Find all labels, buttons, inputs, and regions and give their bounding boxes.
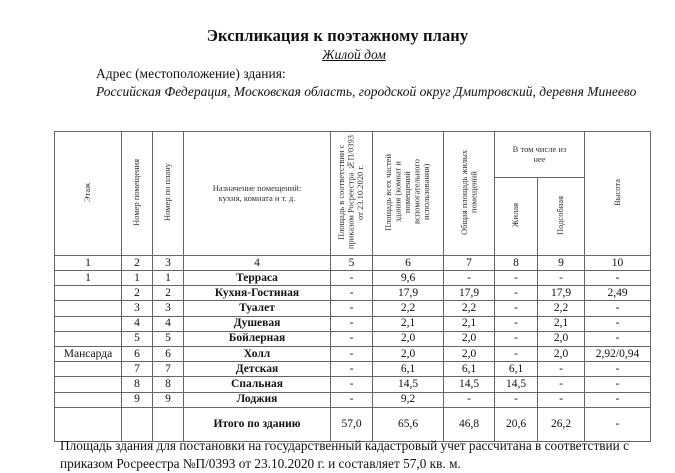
total-area-all: 65,6 bbox=[373, 407, 444, 441]
column-number: 10 bbox=[585, 256, 651, 271]
building-type: Жилой дом bbox=[322, 47, 386, 62]
cell-room-name: Бойлерная bbox=[184, 331, 331, 346]
cell-auxiliary: 2,0 bbox=[538, 331, 585, 346]
cell-area-total: 17,9 bbox=[444, 286, 495, 301]
cell-living: - bbox=[495, 392, 538, 407]
table-row bbox=[55, 362, 651, 377]
footer-note: Площадь здания для постановки на государственный кадастровый учет рассчитана в соответствии с приказом Росреестра №П/0393 от 23.10.2020 г. и составляет 57,0 кв. м. bbox=[60, 438, 629, 471]
cell-living: 6,1 bbox=[495, 362, 538, 377]
cell-area-order: - bbox=[331, 301, 373, 316]
table-row bbox=[55, 346, 651, 361]
cell-area-all: 2,0 bbox=[373, 331, 444, 346]
table-row bbox=[55, 301, 651, 316]
cell-living: 14,5 bbox=[495, 377, 538, 392]
cell-plan-number: 6 bbox=[153, 346, 184, 361]
cell-room-number: 5 bbox=[122, 331, 153, 346]
total-height: - bbox=[585, 407, 651, 441]
cell-room-name: Холл bbox=[184, 346, 331, 361]
header-room-number: Номер помещения bbox=[122, 132, 153, 256]
cell-height: - bbox=[585, 331, 651, 346]
header-purpose: Назначение помещений: кухня, комната и т. д. bbox=[184, 132, 331, 256]
cell-room-number: 8 bbox=[122, 377, 153, 392]
cell-auxiliary: 2,1 bbox=[538, 316, 585, 331]
address-label: Адрес (местоположение) здания: bbox=[96, 66, 286, 81]
cell-height: - bbox=[585, 392, 651, 407]
header-area-order: Площадь в соответствии с приказом Росреестра №П/0393 от 23.10.2020 г. bbox=[331, 132, 373, 256]
cell-floor bbox=[55, 316, 122, 331]
column-numbers-row bbox=[55, 256, 651, 271]
cell-height: - bbox=[585, 362, 651, 377]
cell-floor bbox=[55, 331, 122, 346]
column-number: 7 bbox=[444, 256, 495, 271]
cell-area-total: 2,0 bbox=[444, 331, 495, 346]
column-number: 9 bbox=[538, 256, 585, 271]
cell-room-name: Спальная bbox=[184, 377, 331, 392]
total-area-total: 46,8 bbox=[444, 407, 495, 441]
table-row bbox=[55, 316, 651, 331]
column-number: 2 bbox=[122, 256, 153, 271]
document-title: Экспликация к поэтажному плану bbox=[206, 26, 469, 45]
cell-room-number: 9 bbox=[122, 392, 153, 407]
cell-room-number: 7 bbox=[122, 362, 153, 377]
total-living: 20,6 bbox=[495, 407, 538, 441]
cell-room-name: Душевая bbox=[184, 316, 331, 331]
cell-area-order: - bbox=[331, 392, 373, 407]
cell-room-name: Лоджия bbox=[184, 392, 331, 407]
cell-area-order: - bbox=[331, 331, 373, 346]
cell-floor: 1 bbox=[55, 271, 122, 286]
cell-area-order: - bbox=[331, 286, 373, 301]
table-row bbox=[55, 392, 651, 407]
column-number: 5 bbox=[331, 256, 373, 271]
cell-auxiliary: - bbox=[538, 392, 585, 407]
cell-area-all: 2,2 bbox=[373, 301, 444, 316]
cell-area-order: - bbox=[331, 346, 373, 361]
cell-auxiliary: - bbox=[538, 362, 585, 377]
header-living: Жилая bbox=[495, 178, 538, 256]
cell-plan-number: 4 bbox=[153, 316, 184, 331]
cell-living: - bbox=[495, 286, 538, 301]
cell-area-all: 6,1 bbox=[373, 362, 444, 377]
cell-floor: Мансарда bbox=[55, 346, 122, 361]
cell-area-total: - bbox=[444, 271, 495, 286]
cell-living: - bbox=[495, 331, 538, 346]
header-auxiliary: Подсобная bbox=[538, 178, 585, 256]
cell-living: - bbox=[495, 301, 538, 316]
cell-height: - bbox=[585, 377, 651, 392]
cell-height: - bbox=[585, 271, 651, 286]
cell-area-order: - bbox=[331, 377, 373, 392]
cell-auxiliary: - bbox=[538, 271, 585, 286]
cell-area-all: 2,0 bbox=[373, 346, 444, 361]
cell-area-order: - bbox=[331, 316, 373, 331]
total-auxiliary: 26,2 bbox=[538, 407, 585, 441]
cell-room-number: 6 bbox=[122, 346, 153, 361]
column-number: 1 bbox=[55, 256, 122, 271]
cell-floor bbox=[55, 362, 122, 377]
header-floor: Этаж bbox=[55, 132, 122, 256]
cell-living: - bbox=[495, 346, 538, 361]
cell-area-total: 2,2 bbox=[444, 301, 495, 316]
cell-plan-number: 2 bbox=[153, 286, 184, 301]
cell-room-name: Терраса bbox=[184, 271, 331, 286]
cell-floor bbox=[55, 286, 122, 301]
cell-living: - bbox=[495, 271, 538, 286]
column-number: 6 bbox=[373, 256, 444, 271]
table-row bbox=[55, 331, 651, 346]
cell-floor bbox=[55, 377, 122, 392]
cell-plan-number: 1 bbox=[153, 271, 184, 286]
cell-auxiliary: 2,0 bbox=[538, 346, 585, 361]
cell-area-all: 14,5 bbox=[373, 377, 444, 392]
cell-area-total: 2,0 bbox=[444, 346, 495, 361]
cell-area-all: 9,2 bbox=[373, 392, 444, 407]
cell-area-all: 9,6 bbox=[373, 271, 444, 286]
column-number: 8 bbox=[495, 256, 538, 271]
cell-room-number: 3 bbox=[122, 301, 153, 316]
cell-area-all: 17,9 bbox=[373, 286, 444, 301]
document-subtitle bbox=[0, 47, 675, 63]
cell-area-total: 2,1 bbox=[444, 316, 495, 331]
cell-living: - bbox=[495, 316, 538, 331]
header-area-living-total: Общая площадь жилых помещений bbox=[444, 132, 495, 256]
explication-table bbox=[54, 131, 651, 442]
cell-height: 2,92/0,94 bbox=[585, 346, 651, 361]
cell-room-name: Детская bbox=[184, 362, 331, 377]
cell-plan-number: 7 bbox=[153, 362, 184, 377]
cell-room-number: 4 bbox=[122, 316, 153, 331]
cell-area-order: - bbox=[331, 362, 373, 377]
cell-plan-number: 8 bbox=[153, 377, 184, 392]
header-including: В том числе из нее bbox=[495, 132, 585, 178]
table-row bbox=[55, 271, 651, 286]
cell-area-order: - bbox=[331, 271, 373, 286]
cell-auxiliary: - bbox=[538, 377, 585, 392]
cell-area-total: 6,1 bbox=[444, 362, 495, 377]
cell-floor bbox=[55, 392, 122, 407]
cell-plan-number: 9 bbox=[153, 392, 184, 407]
cell-room-name: Туалет bbox=[184, 301, 331, 316]
cell-height: - bbox=[585, 316, 651, 331]
cell-room-number: 2 bbox=[122, 286, 153, 301]
cell-height: 2,49 bbox=[585, 286, 651, 301]
cell-plan-number: 3 bbox=[153, 301, 184, 316]
header-area-all: Площадь всех частей здания (комнат и помещений вспомогательного использования) bbox=[373, 132, 444, 256]
table-row bbox=[55, 286, 651, 301]
column-number: 4 bbox=[184, 256, 331, 271]
table-row bbox=[55, 377, 651, 392]
total-area-order: 57,0 bbox=[331, 407, 373, 441]
cell-area-total: 14,5 bbox=[444, 377, 495, 392]
cell-area-all: 2,1 bbox=[373, 316, 444, 331]
total-label: Итого по зданию bbox=[184, 407, 331, 441]
cell-plan-number: 5 bbox=[153, 331, 184, 346]
address-value: Российская Федерация, Московская область, городской округ Дмитровский, деревня Минеево bbox=[96, 84, 637, 99]
cell-auxiliary: 2,2 bbox=[538, 301, 585, 316]
cell-room-name: Кухня-Гостиная bbox=[184, 286, 331, 301]
cell-room-number: 1 bbox=[122, 271, 153, 286]
cell-floor bbox=[55, 301, 122, 316]
header-plan-number: Номер по плану bbox=[153, 132, 184, 256]
cell-area-total: - bbox=[444, 392, 495, 407]
column-number: 3 bbox=[153, 256, 184, 271]
cell-height: - bbox=[585, 301, 651, 316]
header-height: Высота bbox=[585, 132, 651, 256]
cell-auxiliary: 17,9 bbox=[538, 286, 585, 301]
